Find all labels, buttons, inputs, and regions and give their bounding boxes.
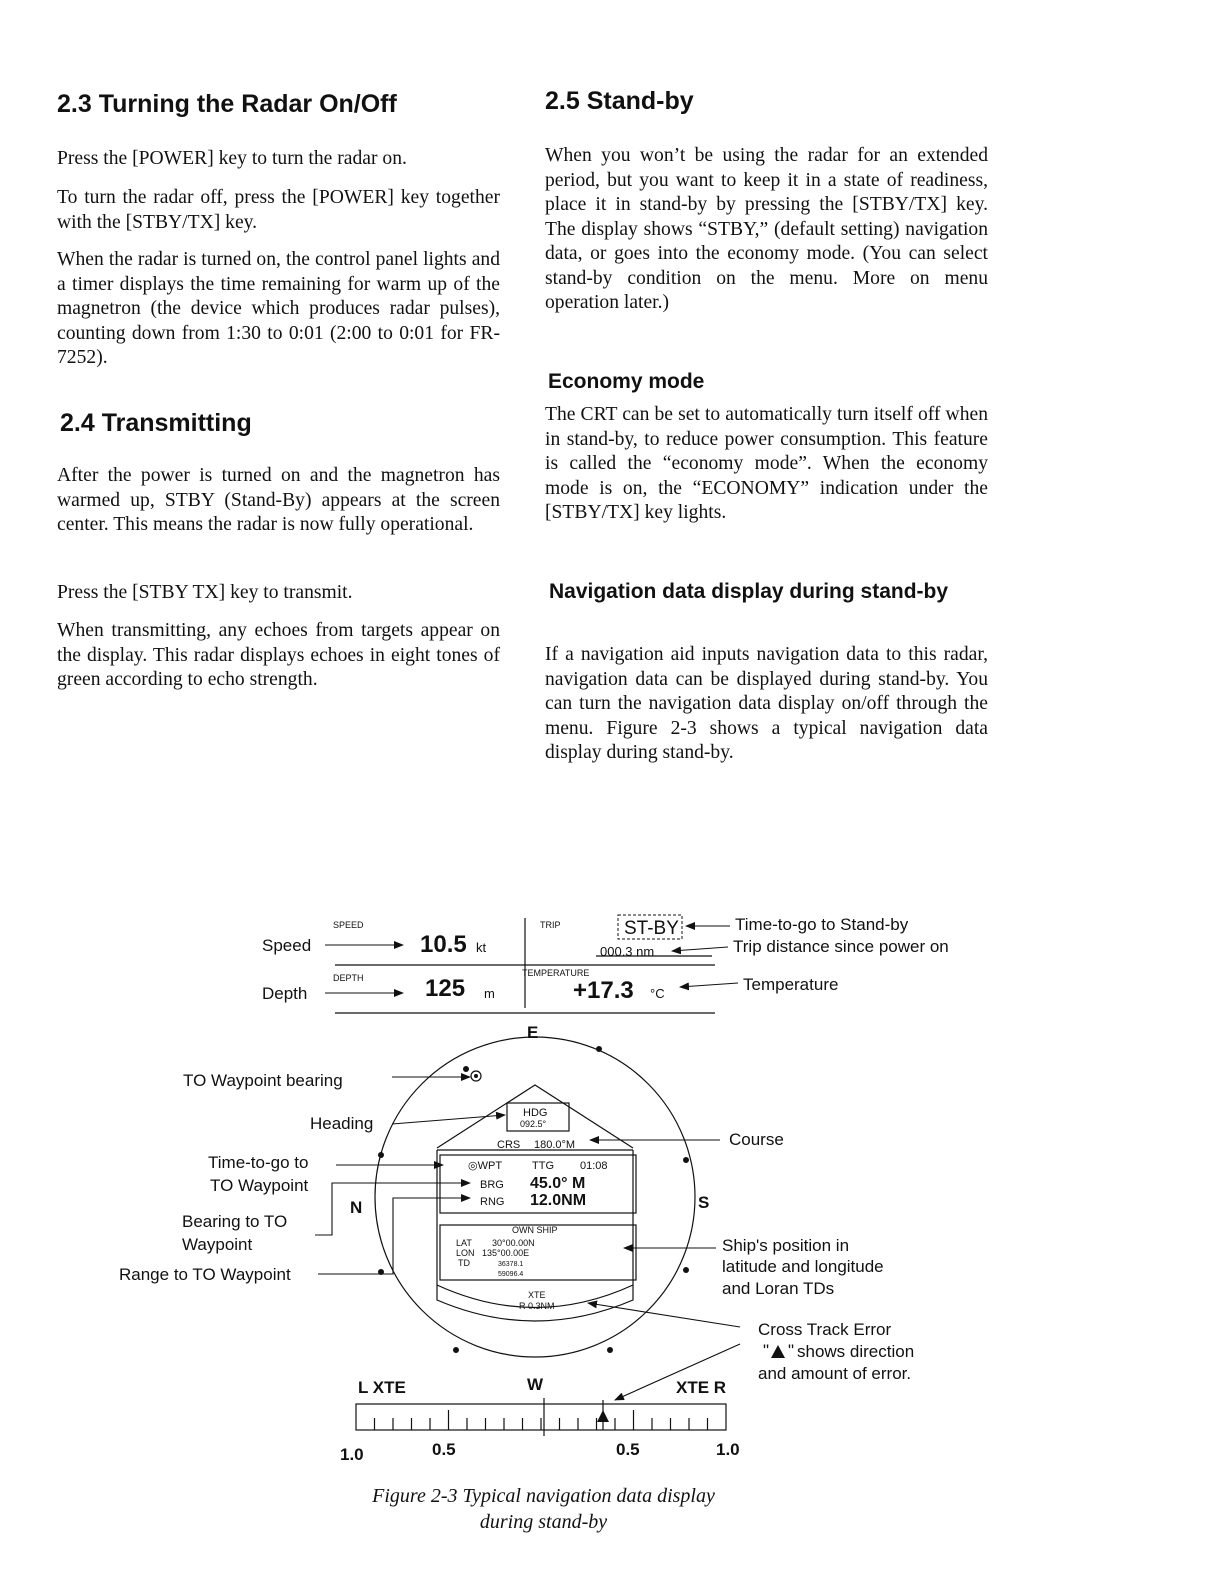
hdg-value: 092.5° [520, 1119, 547, 1129]
para-warmed-up: After the power is turned on and the magnetron has warmed up, STBY (Stand-By) appears at the screen center. This means the radar is now fully operational. [57, 465, 500, 535]
para-power-on: Press the [POWER] key to turn the radar on. [57, 148, 407, 169]
temperature-caption: TEMPERATURE [522, 968, 590, 978]
lat-caption: LAT [456, 1238, 472, 1248]
heading-2-3: 2.3 Turning the Radar On/Off [57, 90, 397, 118]
td-caption: TD [458, 1258, 470, 1268]
navigation-data-figure [0, 880, 1224, 1464]
rng-caption: RNG [480, 1196, 505, 1208]
svg-text:": " [763, 1341, 770, 1360]
bearing-waypoint-label-2: Waypoint [182, 1235, 253, 1254]
para-navigation-data: If a navigation aid inputs navigation data to this radar, navigation data can be displayed during stand-by. You can turn the navigation data display on/off through the menu. Figure 2-3 shows a typical navigation data display during stand-by. [545, 644, 988, 763]
heading-label: Heading [310, 1114, 374, 1133]
caption-line-1: Figure 2-3 Typical navigation data display [372, 1485, 715, 1507]
xte-caption: XTE [528, 1290, 546, 1300]
ttg-waypoint-label-1: Time-to-go to [208, 1153, 309, 1172]
trip-distance-label: Trip distance since power on [733, 937, 949, 956]
heading-2-5: 2.5 Stand-by [545, 87, 694, 115]
heading-2-4: 2.4 Transmitting [60, 409, 252, 437]
west-label: W [527, 1375, 544, 1394]
lon-value: 135°00.00E [482, 1248, 530, 1258]
north-label: N [350, 1198, 363, 1217]
own-ship-caption: OWN SHIP [512, 1225, 558, 1235]
para-economy: The CRT can be set to automatically turn itself off when in stand-by, to reduce power consumption. This feature is called the “economy mode”. When the economy mode is on, the “ECONOMY” indication under the [STBY/TX] key lights. [545, 404, 988, 523]
hdg-caption: HDG [523, 1107, 548, 1119]
scale-tick-left-05: 0.5 [432, 1440, 456, 1459]
brg-value: 45.0° M [530, 1175, 586, 1192]
heading-navigation-data: Navigation data display during stand-by [549, 580, 949, 603]
scale-left-label: L XTE [358, 1378, 406, 1397]
para-warmup: When the radar is turned on, the control panel lights and a timer displays the time remaining for warm up of the magnetron (the device which produces radar pulses), counting down from 1:30 to 0:01 (2:00 to 0:01 for FR-7252). [57, 249, 500, 368]
xte-label-2: shows direction [797, 1342, 915, 1361]
xte-label-1: Cross Track Error [758, 1320, 892, 1339]
caption-line-2: during stand-by [479, 1511, 608, 1533]
temperature-value: +17.3 [573, 977, 634, 1004]
para-transmit: Press the [STBY TX] key to transmit. [57, 582, 353, 603]
para-standby: When you won’t be using the radar for an extended period, but you want to keep it in a state of readiness, place it in stand-by by pressing the [STBY/TX] key. The display shows “STBY,” (default setting) navigation data, or goes into the economy mode. (You can select stand-by condition on the menu. More on menu operation later.) [545, 145, 988, 313]
scale-tick-right-05: 0.5 [616, 1440, 640, 1459]
lat-value: 30°00.00N [492, 1238, 535, 1248]
lon-caption: LON [456, 1248, 475, 1258]
depth-label: Depth [262, 984, 308, 1003]
standby-indicator: ST-BY [624, 918, 679, 939]
td-value-2: 59096.4 [498, 1271, 524, 1278]
position-label-3: and Loran TDs [722, 1279, 835, 1298]
wpt-caption: ◎WPT [468, 1160, 503, 1172]
to-waypoint-bearing-label: TO Waypoint bearing [183, 1071, 343, 1090]
course-label: Course [729, 1130, 784, 1149]
rng-value: 12.0NM [530, 1192, 587, 1209]
bearing-waypoint-label-1: Bearing to TO [182, 1212, 288, 1231]
depth-value: 125 [425, 975, 466, 1002]
xte-label-3: and amount of error. [758, 1364, 912, 1383]
trip-value: 000.3 nm [600, 944, 655, 959]
ttg-value: 01:08 [580, 1160, 608, 1172]
temperature-unit: °C [650, 986, 665, 1001]
speed-label: Speed [262, 936, 312, 955]
heading-economy-mode: Economy mode [548, 370, 705, 393]
td-value-1: 36378.1 [498, 1261, 524, 1268]
brg-caption: BRG [480, 1179, 504, 1191]
scale-right-label: XTE R [676, 1378, 727, 1397]
position-label-1: Ship's position in [722, 1236, 850, 1255]
para-echoes: When transmitting, any echoes from targets appear on the display. This radar displays echoes in eight tones of green according to echo strength. [57, 620, 500, 690]
depth-unit: m [484, 986, 495, 1001]
south-label: S [698, 1193, 710, 1212]
east-label: E [527, 1023, 539, 1042]
xte-symbol-icon [771, 1345, 785, 1358]
range-waypoint-label: Range to TO Waypoint [119, 1265, 291, 1284]
speed-value: 10.5 [420, 931, 467, 958]
ttg-caption: TTG [532, 1160, 554, 1172]
scale-tick-right-1: 1.0 [716, 1440, 740, 1459]
para-power-off: To turn the radar off, press the [POWER] key together with the [STBY/TX] key. [57, 187, 500, 233]
depth-caption: DEPTH [333, 973, 364, 983]
trip-caption: TRIP [540, 920, 561, 930]
svg-text:": " [788, 1341, 795, 1360]
speed-unit: kt [476, 940, 487, 955]
crs-caption: CRS [497, 1139, 521, 1151]
ttg-standby-label: Time-to-go to Stand-by [735, 915, 909, 934]
xte-value: R 0.3NM [519, 1301, 555, 1311]
temperature-label: Temperature [743, 975, 839, 994]
figure-caption [0, 1483, 1087, 1535]
speed-caption: SPEED [333, 920, 364, 930]
position-label-2: latitude and longitude [722, 1257, 884, 1276]
ttg-waypoint-label-2: TO Waypoint [210, 1176, 309, 1195]
scale-tick-left-1: 1.0 [340, 1445, 364, 1464]
crs-value: 180.0°M [534, 1139, 576, 1151]
